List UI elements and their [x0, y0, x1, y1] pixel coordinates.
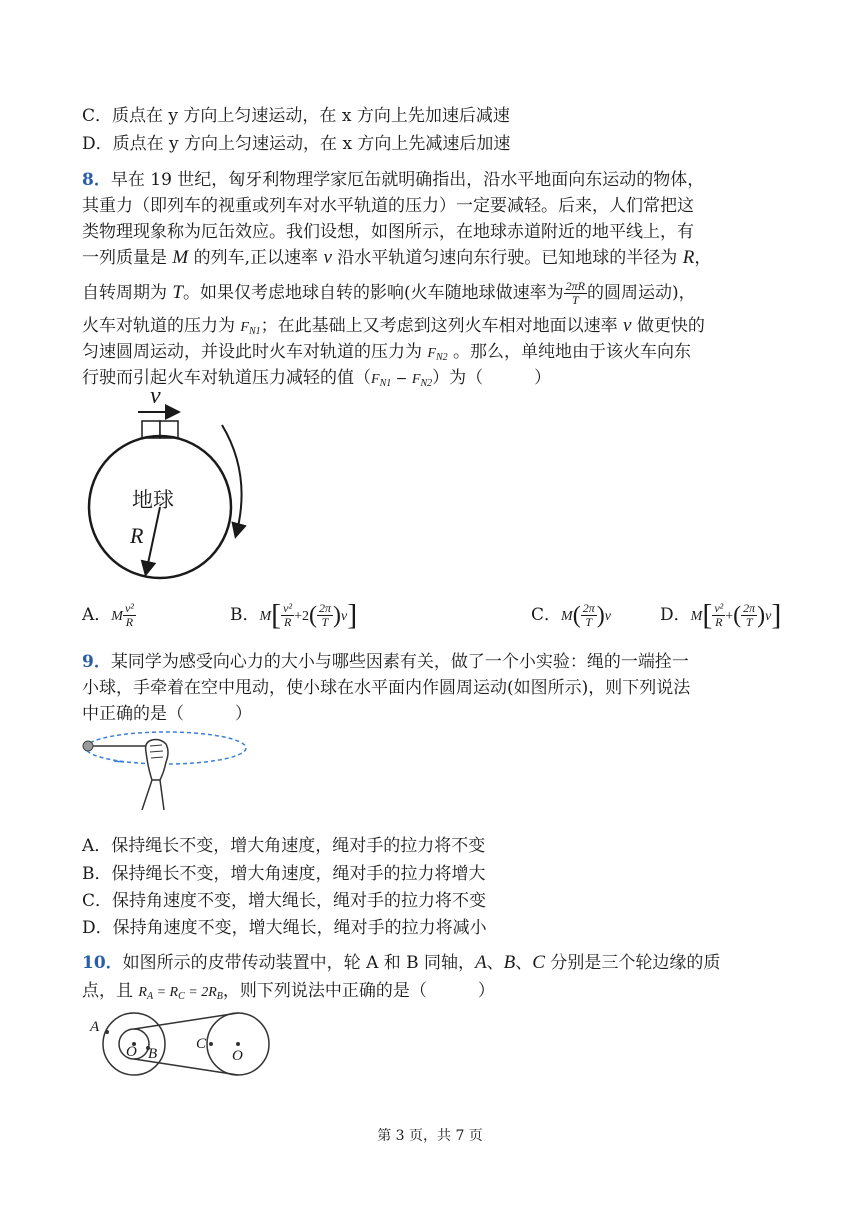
- q10-belt-drive-figure: [86, 1008, 281, 1078]
- q8-option-d: D．M[ $\frac{\text{v²}}{R}$ +( $\frac{2\pi}{T}$ )v]: [660, 598, 782, 632]
- q8-var-FN1b: F: [371, 372, 380, 387]
- q8-d-plus: +: [725, 609, 734, 624]
- q7-option-c: C．质点在 y 方向上匀速运动，在 x 方向上先加速后减速: [82, 106, 510, 126]
- q10-var-R1: R: [138, 985, 147, 1000]
- q8-line-2: 其重力（即列车的视重或列车对水平轨道的压力）一定要减轻。后来，人们常把这: [82, 196, 694, 216]
- point-a-dot: [105, 1030, 109, 1034]
- q8-d-v: v: [765, 609, 772, 624]
- q8-line-5: [82, 280, 696, 307]
- q8-text-8a: 行驶而引起火车对轨道压力减轻的值（: [82, 368, 371, 388]
- q8-sub-N1: N1: [248, 326, 261, 337]
- q7-option-d: D．质点在 y 方向上匀速运动，在 x 方向上先减速后加速: [82, 134, 511, 154]
- q8-option-b: B．M[ $\frac{\text{v²}}{R}$ +2( $\frac{2\pi}{T}$ )v]: [230, 598, 358, 632]
- q8-text-4c: 沿水平轨道匀速向东行驶。已知地球的半径为: [331, 248, 683, 268]
- q8-text-5a: 自转周期为: [82, 283, 173, 303]
- q8-d-den2: T: [745, 615, 753, 629]
- q9-text-1: 某同学为感受向心力的大小与哪些因素有关，做了一个小实验：绳的一端拴一: [110, 652, 689, 672]
- radius-line: [146, 507, 160, 573]
- center-o2-dot: [236, 1042, 240, 1046]
- q10-var-A: A: [475, 952, 487, 973]
- q8-b-frac2: [317, 602, 333, 629]
- q8-option-d-label: D．: [660, 605, 691, 625]
- q8-option-a-label: A．: [82, 605, 112, 625]
- earth-label: 地球: [132, 488, 174, 512]
- q8-var-R: R: [682, 247, 695, 268]
- q10-var-C: C: [532, 952, 545, 973]
- q8-text-4b: 的列车,正以速率: [188, 248, 324, 268]
- q8-a-num: v²: [124, 601, 134, 615]
- q10-sub-C: C: [178, 991, 185, 1002]
- q8-line-4: [82, 246, 711, 270]
- q8-text-5b: 。如果仅考虑地球自转的影响(火车随地球做速率为: [182, 283, 564, 303]
- q10-sub-A: A: [146, 991, 154, 1002]
- q10-line-2: [82, 979, 495, 1009]
- q8-text-1: 早在 19 世纪，匈牙利物理学家厄缶就明确指出，沿水平地面向东运动的物体，: [110, 170, 705, 190]
- q8-option-c: C．M( $\frac{2\pi}{T}$ )v: [531, 601, 611, 629]
- q8-line-3: 类物理现象称为厄缶效应。我们设想，如图所示，在地球赤道附近的地平线上，有: [82, 222, 694, 242]
- q8-var-FN2: F: [427, 346, 436, 361]
- q8-a-frac: [123, 602, 136, 629]
- radius-label: R: [130, 523, 144, 548]
- point-c-dot: [209, 1042, 213, 1046]
- q9-option-b: B．保持绳长不变，增大角速度，绳对手的拉力将增大: [82, 864, 486, 884]
- q8-b-plus2: +2: [294, 609, 310, 624]
- q10-text-2b: ，则下列说法中正确的是（ ）: [222, 981, 495, 1001]
- label-a: A: [90, 1019, 100, 1035]
- q8-d-num2: 2π: [743, 601, 756, 615]
- q8-b-den2: T: [321, 615, 329, 629]
- q8-c-M: M: [561, 609, 573, 624]
- q10-var-B: B: [503, 952, 516, 973]
- q8-text-7b: 。那么，单纯地由于该火车向东: [447, 342, 692, 362]
- q8-c-v: v: [604, 609, 611, 624]
- velocity-label: v: [150, 385, 161, 409]
- q8-text-4d: ，: [694, 248, 712, 268]
- q9-line-1: [82, 650, 689, 674]
- label-c: C: [196, 1036, 207, 1052]
- q8-text-4a: 一列质量是: [82, 248, 173, 268]
- q8-sub-N2: N2: [435, 352, 448, 363]
- arm-icon: [142, 780, 164, 810]
- page-footer: 第 3 页，共 7 页: [377, 1128, 483, 1144]
- q10-sep-1: 、: [486, 953, 504, 973]
- q8-text-5c: 的圆周运动)，: [586, 283, 696, 303]
- q9-number: 9．: [82, 652, 111, 672]
- q10-line-1: [82, 951, 720, 975]
- q8-d-den1: R: [715, 615, 723, 629]
- q10-var-R3: = 2R: [184, 985, 217, 1000]
- q8-frac-denominator: T: [571, 293, 579, 307]
- q8-var-FN2b: F: [411, 372, 421, 387]
- q9-option-d: D．保持角速度不变，增大绳长，绳对手的拉力将减小: [82, 918, 487, 938]
- q10-sub-B: B: [216, 991, 223, 1002]
- q10-text-1b: 分别是三个轮边缘的质: [544, 953, 721, 973]
- q8-text-6c: 做更快的: [631, 316, 705, 336]
- q8-c-den: T: [585, 615, 593, 629]
- q10-var-R2: = R: [153, 985, 179, 1000]
- q9-line-3: 中正确的是（ ）: [82, 704, 252, 724]
- q8-text-8b: ）为（ ）: [432, 368, 552, 388]
- motion-arrow: [114, 761, 124, 762]
- q8-minus: −: [391, 371, 412, 387]
- q8-b-v: v: [341, 609, 348, 624]
- q8-text-6a: 火车对轨道的压力为: [82, 316, 241, 336]
- q8-fraction-2piR-T: [564, 280, 587, 307]
- q10-text-1a: 如图所示的皮带传动装置中，轮 A 和 B 同轴，: [122, 953, 476, 973]
- q8-line-1: [82, 168, 704, 192]
- q8-text-7a: 匀速圆周运动，并设此时火车对轨道的压力为: [82, 342, 428, 362]
- q8-sub-N2b: N2: [420, 378, 433, 389]
- q8-a-M: M: [111, 609, 123, 624]
- q8-number: 8．: [82, 170, 111, 190]
- q8-d-frac1: [712, 602, 725, 629]
- q8-option-b-label: B．: [230, 605, 260, 625]
- q8-d-frac2: [741, 602, 757, 629]
- q8-var-T: T: [172, 282, 183, 303]
- q8-option-a: [82, 600, 136, 632]
- q9-option-c: C．保持角速度不变，增大绳长，绳对手的拉力将不变: [82, 891, 487, 911]
- q9-line-2: 小球，手牵着在空中甩动，使小球在水平面内作圆周运动(如图所示)，则下列说法: [82, 678, 691, 698]
- q8-c-num: 2π: [582, 601, 595, 615]
- q8-a-den: R: [125, 615, 134, 629]
- label-o2: O: [232, 1048, 243, 1064]
- q8-b-den1: R: [283, 615, 292, 629]
- label-o1: O: [126, 1044, 137, 1060]
- q8-text-6b: ；在此基础上又考虑到这列火车相对地面以速率: [260, 316, 624, 336]
- q8-option-c-label: C．: [531, 605, 562, 625]
- q8-sub-N1b: N1: [379, 378, 392, 389]
- q8-b-num1: v²: [283, 601, 293, 615]
- q8-b-M: M: [259, 609, 272, 624]
- q8-earth-figure: [80, 385, 260, 590]
- q8-c-frac: [581, 602, 597, 629]
- belt-top: [134, 1013, 238, 1029]
- q8-b-frac1: [281, 602, 294, 629]
- q10-text-2a: 点，且: [82, 981, 139, 1001]
- q8-d-M: M: [690, 609, 703, 624]
- label-b: B: [148, 1046, 158, 1062]
- q8-var-FN1: F: [240, 320, 249, 335]
- q9-hand-ball-figure: [80, 728, 250, 816]
- q8-var-M: M: [172, 247, 189, 268]
- q10-sep-2: 、: [515, 953, 533, 973]
- q8-frac-numerator: 2πR: [565, 279, 585, 293]
- q8-var-v2: v: [623, 315, 632, 336]
- q8-d-num1: v²: [714, 601, 724, 615]
- q8-b-num2: 2π: [319, 601, 332, 615]
- q10-number: 10．: [82, 953, 123, 973]
- q8-var-v: v: [323, 247, 332, 268]
- ball-icon: [83, 741, 93, 751]
- q9-option-a: A．保持绳长不变，增大角速度，绳对手的拉力将不变: [82, 836, 486, 856]
